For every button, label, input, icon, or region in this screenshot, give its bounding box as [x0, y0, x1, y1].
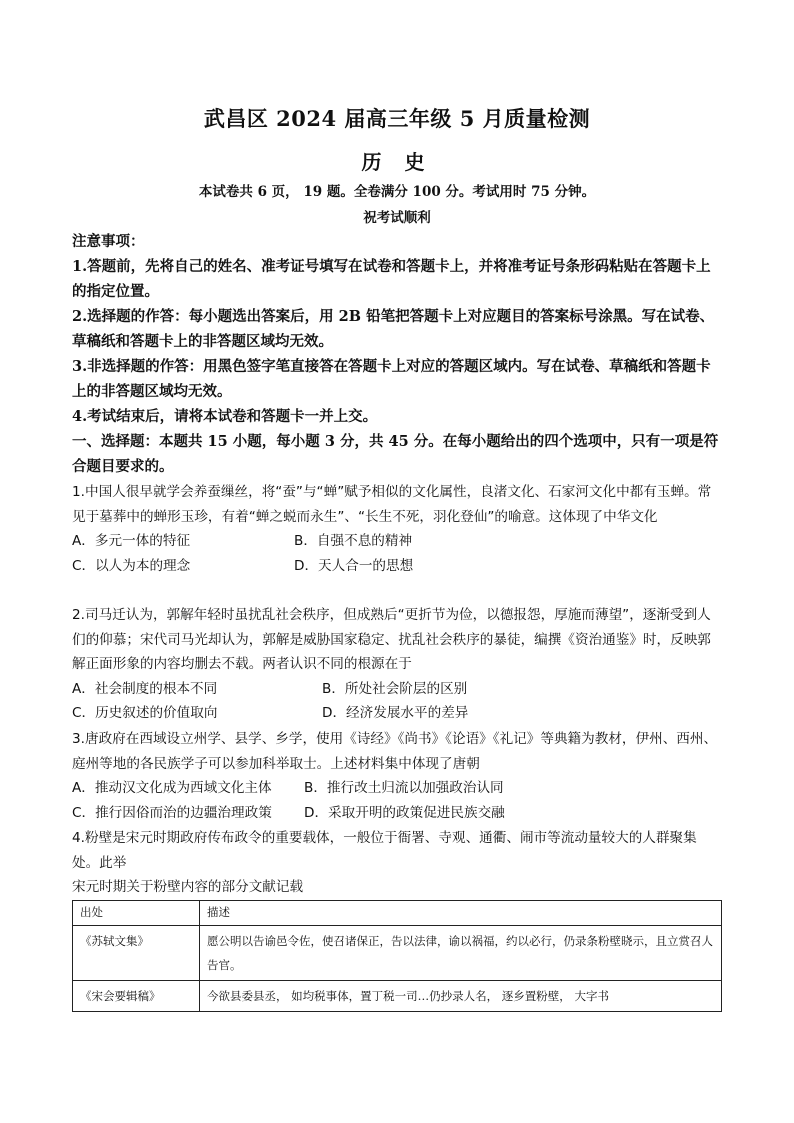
question-stem: 4.粉壁是宋元时期政府传布政令的重要载体，一般位于衙署、寺观、通衢、闹市等流动量较大的人群聚集处。此举 [72, 830, 697, 871]
option-b: B．推行改土归流以加强政治认同 [304, 780, 504, 796]
table-row [73, 926, 722, 981]
exam-title: 武昌区 2024 届高三年级 5 月质量检测 [203, 106, 591, 131]
table-cell-description: 今欲县委县丞， 如均税事体，置丁税一司…仍抄录人名， 逐乡置粉壁， 大字书 [200, 981, 722, 1012]
table-cell-description: 愿公明以告谕邑令佐，使召诸保正，告以法律，谕以祸福，约以必行，仍录条粉壁晓示，且立赏召人告官。 [200, 926, 722, 981]
question-4 [72, 826, 722, 900]
option-c: C．历史叙述的价值取向 [72, 705, 218, 721]
option-b: B．所处社会阶层的区别 [322, 680, 468, 697]
option-row [72, 776, 722, 801]
note-item: 2.选择题的作答：每小题选出答案后，用 2B 铅笔把答题卡上对应题目的答案标号涂黑。写在试卷、草稿纸和答题卡上的非答题区域均无效。 [72, 308, 715, 350]
table-header-row [73, 901, 722, 926]
notes-heading: 注意事项： [72, 233, 145, 250]
section-heading: 一、选择题：本题共 15 小题，每小题 3 分，共 45 分。在每小题给出的四个选项中，只有一项是符合题目要求的。 [72, 433, 719, 475]
table-cell-source: 《苏轼文集》 [73, 926, 200, 981]
option-c: C．推行因俗而治的边疆治理政策 [72, 804, 272, 821]
table-header-description: 描述 [200, 901, 722, 926]
option-a: A．多元一体的特征 [72, 533, 191, 549]
table-header-source: 出处 [73, 901, 200, 926]
question-3 [72, 727, 722, 825]
option-row [72, 801, 722, 826]
table-row [73, 981, 722, 1012]
notes-section [72, 229, 722, 479]
note-item: 1.答题前，先将自己的姓名、准考证号填写在试卷和答题卡上，并将准考证号条形码粘贴在答题卡上的指定位置。 [72, 258, 711, 300]
option-a: A．推动汉文化成为西域文化主体 [72, 780, 272, 796]
note-item: 3.非选择题的作答：用黑色签字笔直接答在答题卡上对应的答题区域内。写在试卷、草稿纸和答题卡上的非答题区域均无效。 [72, 358, 711, 400]
option-d: D．经济发展水平的差异 [322, 705, 469, 721]
question-stem: 3.唐政府在西域设立州学、县学、乡学，使用《诗经》《尚书》《论语》《礼记》等典籍为教材，伊州、西州、庭州等地的各民族学子可以参加科举取士。上述材料集中体现了唐朝 [72, 731, 718, 772]
option-row [72, 677, 722, 702]
good-luck-line: 祝考试顺利 [363, 210, 431, 226]
option-row [72, 529, 722, 554]
question-stem: 2.司马迁认为，郭解年轻时虽扰乱社会秩序，但成熟后“更折节为俭，以德报怨，厚施而薄望”，逐渐受到人们的仰慕；宋代司马光却认为，郭解是威胁国家稳定、扰乱社会秩序的暴徒，编撰《资治通鉴》时，反映郭解正面形象的内容均删去不载。两者认识不同的根源在于 [72, 607, 711, 672]
source-table [72, 900, 722, 1012]
option-d: D．采取开明的政策促进民族交融 [304, 804, 505, 821]
question-1 [72, 480, 722, 578]
subject-title: 历 史 [361, 150, 433, 174]
option-c: C．以人为本的理念 [72, 557, 191, 574]
question-2 [72, 603, 722, 726]
table-caption: 宋元时期关于粉壁内容的部分文献记载 [72, 879, 304, 895]
note-item: 4.考试结束后，请将本试卷和答题卡一并上交。 [72, 408, 378, 425]
table-cell-source: 《宋会要辑稿》 [73, 981, 200, 1012]
option-b: B．自强不息的精神 [294, 533, 413, 549]
option-row [72, 554, 722, 579]
option-row [72, 701, 722, 726]
option-d: D．天人合一的思想 [294, 557, 414, 574]
question-stem: 1.中国人很早就学会养蚕缫丝，将“蚕”与“蝉”赋予相似的文化属性，良渚文化、石家河文化中都有玉蝉。常见于墓葬中的蝉形玉珍，有着“蝉之蜕而永生”、“长生不死，羽化登仙”的喻意。这体现了中华文化 [72, 484, 712, 525]
option-a: A．社会制度的根本不同 [72, 680, 218, 697]
exam-info: 本试卷共 6 页， 19 题。全卷满分 100 分。考试用时 75 分钟。 [198, 184, 596, 200]
